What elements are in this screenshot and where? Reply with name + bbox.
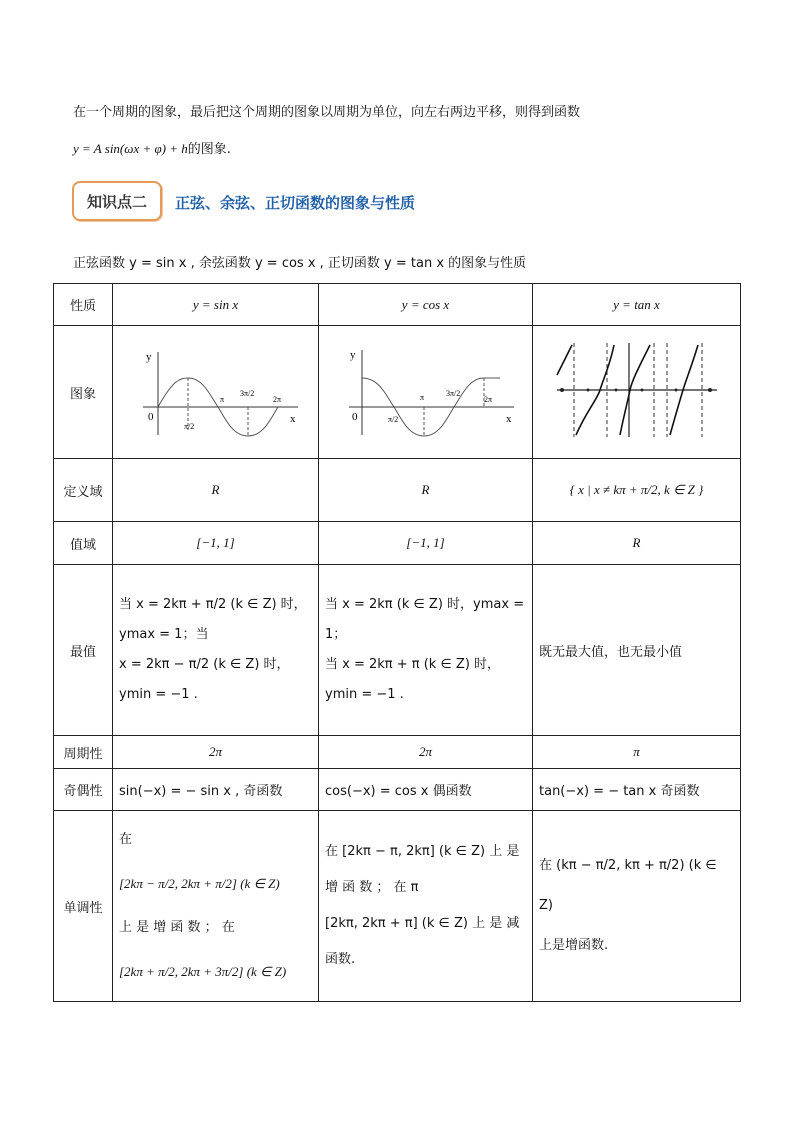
cos-mono-line-2: 增 函 数 ； 在 π (325, 880, 419, 895)
header-property: 性质 (54, 284, 113, 326)
row-parity (54, 769, 741, 811)
cos-graph-cell (319, 326, 533, 459)
table-caption: 正弦函数 y = sin x , 余弦函数 y = cos x , 正切函数 y = tan x 的图象与性质 (73, 256, 527, 271)
sin-origin: 0 (147, 411, 153, 423)
label-extreme: 最值 (54, 565, 113, 736)
sin-extreme-line-4: ymin = −1 . (119, 687, 198, 702)
sin-range: [−1, 1] (113, 522, 319, 565)
sin-three-half-pi: 3π/2 (239, 389, 254, 398)
sin-mono-line-4: [2kπ + π/2, 2kπ + 3π/2] (k ∈ Z) (119, 964, 287, 979)
label-graph: 图象 (54, 326, 113, 459)
cos-period: 2π (319, 736, 533, 769)
sin-two-pi: 2π (272, 395, 281, 404)
tan-graph-cell (533, 326, 741, 459)
tan-mono-line-1: 在 (kπ − π/2, kπ + π/2) (k ∈ Z) (539, 858, 717, 913)
cos-extreme-line-1: 当 x = 2kπ (k ∈ Z) 时，ymax = 1； (325, 597, 525, 642)
cos-extreme-line-2: 当 x = 2kπ + π (k ∈ Z) 时， (325, 657, 501, 672)
tan-graph (552, 340, 722, 440)
tan-mono-line-2: 上是增函数. (539, 938, 609, 953)
sin-graph-cell (113, 326, 319, 459)
section-badge: 知识点二 (72, 181, 162, 221)
sin-y-label: y (145, 351, 151, 363)
header-sin: y = sin x (113, 284, 319, 326)
label-monotonic: 单调性 (54, 811, 113, 1002)
cos-three-half-pi: 3π/2 (445, 389, 460, 398)
tan-period: π (533, 736, 741, 769)
row-extreme (54, 565, 741, 736)
cos-mono-line-4: 函数. (325, 952, 356, 967)
tan-extreme: 既无最大值，也无最小值 (533, 565, 741, 736)
row-graph (54, 326, 741, 459)
tan-domain: { x | x ≠ kπ + π/2, k ∈ Z } (533, 459, 741, 522)
sin-mono-line-2: [2kπ − π/2, 2kπ + π/2] (k ∈ Z) (119, 876, 280, 891)
cos-origin: 0 (351, 411, 357, 423)
sin-half-pi: π/2 (183, 422, 194, 431)
sin-mono-line-1: 在 (119, 832, 133, 847)
sin-extreme-line-2: ymax = 1；当 (119, 627, 209, 642)
cos-half-pi: π/2 (387, 415, 398, 424)
intro-line-1: 在一个周期的图象，最后把这个周期的图象以周期为单位，向左右两边平移，则得到函数 (73, 105, 581, 120)
tan-range: R (533, 522, 741, 565)
cos-parity: cos(−x) = cos x 偶函数 (319, 769, 533, 811)
cos-graph (324, 340, 528, 440)
cos-mono-line-3: [2kπ, 2kπ + π] (k ∈ Z) 上 是 减 (325, 916, 520, 931)
intro-formula: y = A sin(ωx + φ) + h (73, 141, 188, 156)
properties-table (53, 283, 741, 1002)
sin-x-label: x (289, 413, 295, 425)
cos-pi: π (419, 393, 424, 402)
cos-extreme-line-3: ymin = −1 . (325, 687, 404, 702)
row-monotonic (54, 811, 741, 1002)
section-header (72, 181, 572, 225)
cos-monotonic (319, 811, 533, 1002)
sin-parity: sin(−x) = − sin x , 奇函数 (113, 769, 319, 811)
cos-extreme (319, 565, 533, 736)
tan-monotonic (533, 811, 741, 1002)
sin-monotonic (113, 811, 319, 1002)
sin-period: 2π (113, 736, 319, 769)
sin-domain: R (113, 459, 319, 522)
cos-two-pi: 2π (483, 395, 492, 404)
label-domain: 定义域 (54, 459, 113, 522)
sin-pi: π (219, 395, 224, 404)
cos-domain: R (319, 459, 533, 522)
intro-line-2 (73, 138, 231, 157)
sin-extreme-line-1: 当 x = 2kπ + π/2 (k ∈ Z) 时， (119, 597, 307, 612)
section-title: 正弦、余弦、正切函数的图象与性质 (175, 194, 416, 212)
row-period (54, 736, 741, 769)
row-domain (54, 459, 741, 522)
sin-mono-line-3: 上 是 增 函 数 ； 在 (119, 920, 235, 935)
row-range (54, 522, 741, 565)
label-period: 周期性 (54, 736, 113, 769)
label-parity: 奇偶性 (54, 769, 113, 811)
tan-parity: tan(−x) = − tan x 奇函数 (533, 769, 741, 811)
cos-mono-line-1: 在 [2kπ − π, 2kπ] (k ∈ Z) 上 是 (325, 844, 520, 859)
intro-tail: 的图象. (187, 142, 231, 157)
table-header-row (54, 284, 741, 326)
header-tan: y = tan x (533, 284, 741, 326)
sin-extreme (113, 565, 319, 736)
sin-extreme-line-3: x = 2kπ − π/2 (k ∈ Z) 时， (119, 657, 290, 672)
cos-x-label: x (505, 413, 511, 425)
cos-range: [−1, 1] (319, 522, 533, 565)
sin-graph (118, 340, 314, 440)
header-cos: y = cos x (319, 284, 533, 326)
label-range: 值域 (54, 522, 113, 565)
cos-y-label: y (349, 349, 355, 361)
